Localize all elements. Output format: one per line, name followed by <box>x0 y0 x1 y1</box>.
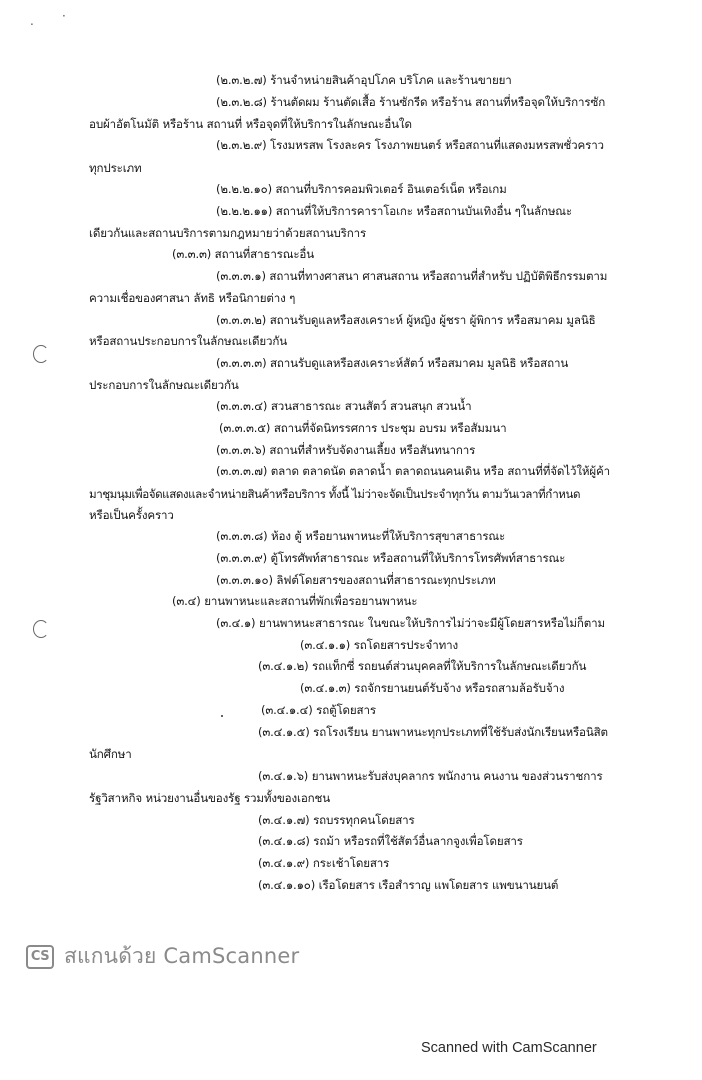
doc-line: ความเชื่อของศาสนา ลัทธิ หรือนิกายต่าง ๆ <box>89 291 296 305</box>
doc-line: รัฐวิสาหกิจ หน่วยงานอื่นของรัฐ รวมทั้งของเอกชน <box>89 791 330 805</box>
doc-line: (๒.๒.๒.๑๐) สถานที่บริการคอมพิวเตอร์ อินเตอร์เน็ต หรือเกม <box>216 182 507 196</box>
doc-line: หรือสถานประกอบการในลักษณะเดียวกัน <box>89 334 288 348</box>
doc-line: (๒.๓.๒.๘) ร้านตัดผม ร้านตัดเสื้อ ร้านซักรีด หรือร้าน สถานที่หรือจุดให้บริการซัก <box>216 95 606 109</box>
doc-line: (๓.๓.๓.๓) สถานรับดูแลหรือสงเคราะห์สัตว์ หรือสมาคม มูลนิธิ หรือสถาน <box>216 356 569 370</box>
doc-line: มาชุมนุมเพื่อจัดแสดงและจำหน่ายสินค้าหรือบริการ ทั้งนี้ ไม่ว่าจะจัดเป็นประจำทุกวัน ตามวันเวลาที่กำหนด <box>89 487 581 501</box>
doc-line: (๓.๔.๑.๔) รถตู้โดยสาร <box>261 703 376 717</box>
doc-line: (๓.๓.๓.๖) สถานที่สำหรับจัดงานเลี้ยง หรือสันทนาการ <box>216 443 476 457</box>
doc-line: (๓.๓.๓.๗) ตลาด ตลาดนัด ตลาดน้ำ ตลาดถนนคนเดิน หรือ สถานที่ที่จัดไว้ให้ผู้ค้า <box>216 464 610 478</box>
doc-line: (๓.๓.๓) สถานที่สาธารณะอื่น <box>172 247 315 261</box>
doc-line: (๓.๔.๑.๗) รถบรรทุกคนโดยสาร <box>258 813 415 827</box>
doc-line: (๓.๓.๓.๙) ตู้โทรศัพท์สาธารณะ หรือสถานที่ให้บริการโทรศัพท์สาธารณะ <box>216 551 566 565</box>
scan-speck: · <box>62 9 66 23</box>
doc-line: (๒.๓.๒.๗) ร้านจำหน่ายสินค้าอุปโภค บริโภค และร้านขายยา <box>216 73 512 87</box>
doc-line: (๓.๔.๑.๘) รถม้า หรือรถที่ใช้สัตว์อื่นลากจูงเพื่อโดยสาร <box>258 834 523 848</box>
doc-line: (๓.๓.๓.๘) ห้อง ตู้ หรือยานพาหนะที่ให้บริการสุขาสาธารณะ <box>216 529 506 543</box>
doc-line: ทุกประเภท <box>89 161 142 175</box>
doc-line: (๓.๔.๑.๙) กระเช้าโดยสาร <box>258 856 390 870</box>
footer-scanned-label: Scanned with CamScanner <box>421 1040 597 1056</box>
doc-line: (๓.๔.๑.๒) รถแท็กซี่ รถยนต์ส่วนบุคคลที่ให้บริการในลักษณะเดียวกัน <box>258 659 587 673</box>
doc-line: (๓.๔.๑.๑) รถโดยสารประจำทาง <box>300 638 458 652</box>
doc-line: (๓.๔.๑.๕) รถโรงเรียน ยานพาหนะทุกประเภทที่ใช้รับส่งนักเรียนหรือนิสิต <box>258 725 608 739</box>
scan-speck <box>221 715 223 717</box>
punch-hole-mark <box>33 345 49 363</box>
doc-line: (๓.๓.๓.๕) สถานที่จัดนิทรรศการ ประชุม อบรม หรือสัมมนา <box>219 421 507 435</box>
doc-line: (๓.๓.๓.๒) สถานรับดูแลหรือสงเคราะห์ ผู้หญิง ผู้ชรา ผู้พิการ หรือสมาคม มูลนิธิ <box>216 313 596 327</box>
doc-line: (๓.๔.๑.๑๐) เรือโดยสาร เรือสำราญ แพโดยสาร แพขนานยนต์ <box>258 878 559 892</box>
camscanner-watermark <box>26 940 299 973</box>
doc-line: (๓.๔) ยานพาหนะและสถานที่พักเพื่อรอยานพาหนะ <box>172 594 418 608</box>
doc-line: เดียวกันและสถานบริการตามกฎหมายว่าด้วยสถานบริการ <box>89 226 367 240</box>
doc-line: (๓.๓.๓.๔) สวนสาธารณะ สวนสัตว์ สวนสนุก สวนน้ำ <box>216 399 472 413</box>
doc-line: ประกอบการในลักษณะเดียวกัน <box>89 378 239 392</box>
doc-line: (๓.๔.๑) ยานพาหนะสาธารณะ ในขณะให้บริการไม่ว่าจะมีผู้โดยสารหรือไม่ก็ตาม <box>216 616 606 630</box>
doc-line: (๓.๔.๑.๓) รถจักรยานยนต์รับจ้าง หรือรถสามล้อรับจ้าง <box>300 681 565 695</box>
doc-line: (๓.๓.๓.๑๐) ลิฟต์โดยสารของสถานที่สาธารณะทุกประเภท <box>216 573 496 587</box>
doc-line: นักศึกษา <box>89 747 132 761</box>
doc-line: (๒.๓.๒.๙) โรงมหรสพ โรงละคร โรงภาพยนตร์ หรือสถานที่แสดงมหรสพชั่วคราว <box>216 138 604 152</box>
doc-line: (๓.๓.๓.๑) สถานที่ทางศาสนา ศาสนสถาน หรือสถานที่สำหรับ ปฏิบัติพิธีกรรมตาม <box>216 269 608 283</box>
camscanner-logo-icon: CS <box>26 945 54 969</box>
doc-line: (๒.๒.๒.๑๑) สถานที่ให้บริการคาราโอเกะ หรือสถานบันเทิงอื่น ๆในลักษณะ <box>216 204 572 218</box>
punch-hole-mark <box>33 620 49 638</box>
doc-line: อบผ้าอัตโนมัติ หรือร้าน สถานที่ หรือจุดที่ให้บริการในลักษณะอื่นใด <box>89 117 412 131</box>
doc-line: หรือเป็นครั้งคราว <box>89 508 174 522</box>
scan-speck: . <box>30 14 34 28</box>
doc-line: (๓.๔.๑.๖) ยานพาหนะรับส่งบุคลากร พนักงาน คนงาน ของส่วนราชการ <box>258 769 603 783</box>
watermark-label: สแกนด้วย CamScanner <box>64 944 300 968</box>
